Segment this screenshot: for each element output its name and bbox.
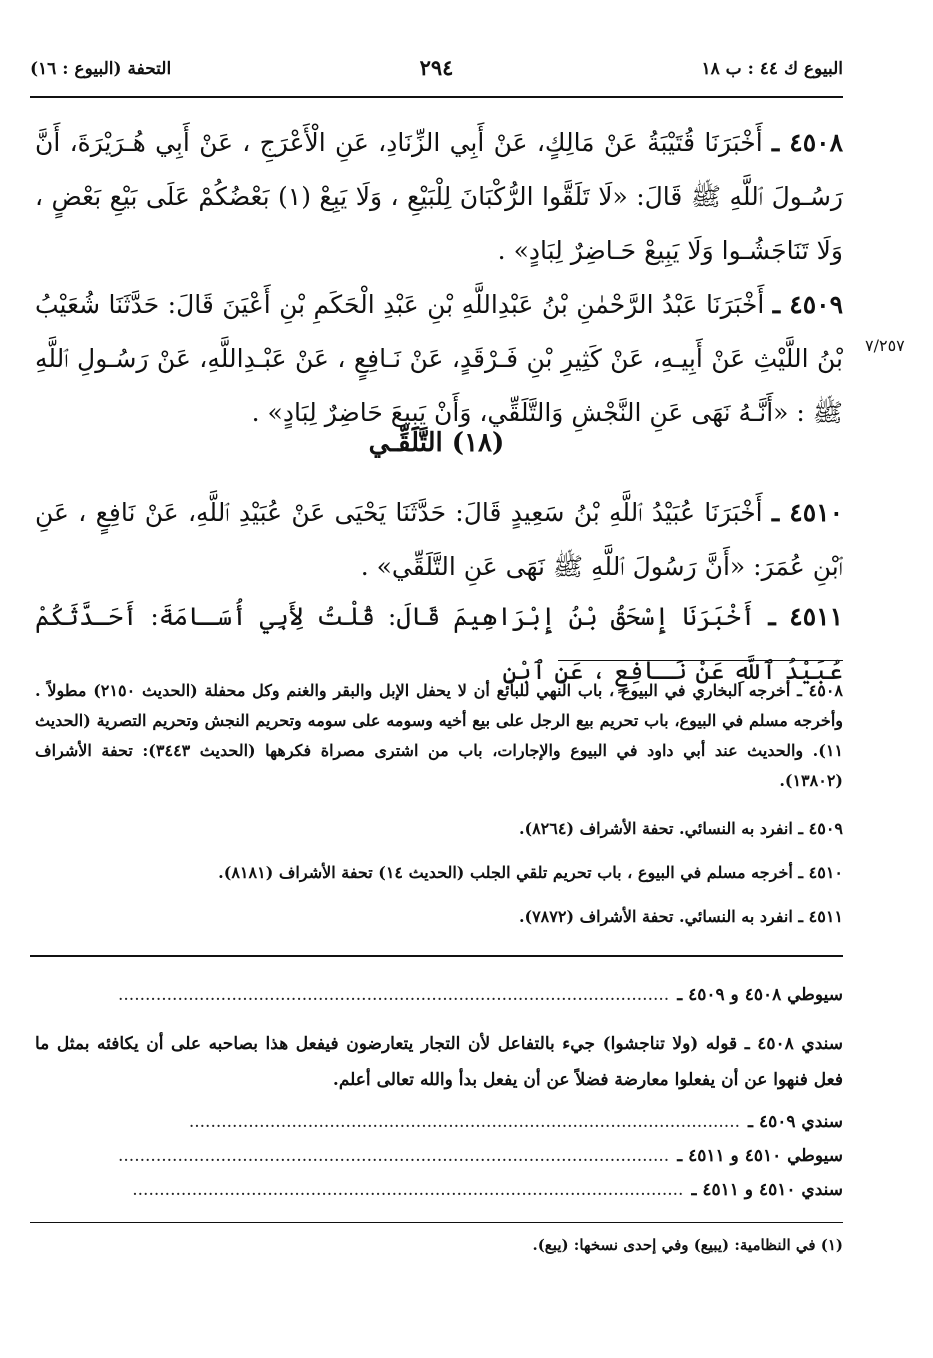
- dot-leader: ......................................................................................................: [118, 1146, 670, 1166]
- hadith-4508: [35, 116, 843, 278]
- variant-footnote: (١) في النظامية: (يبيع) وفي إحدى نسخها: (يبع).: [532, 1236, 843, 1254]
- header-rule: [30, 96, 843, 98]
- takhrij-4510: ٤٥١٠ ـ أخرجه مسلم في البيوع ، باب تحريم تلقي الجلب (الحديث ١٤) تحفة الأشراف (٨١٨١).: [218, 863, 843, 882]
- commentary-label: سيوطي ٤٥٠٨ و ٤٥٠٩ ـ: [677, 985, 843, 1005]
- hadith-4509: [35, 278, 843, 440]
- hadith-number: ٤٥١٠ ـ: [771, 498, 843, 527]
- commentary-suyuti-4508-4509: [35, 985, 843, 1005]
- commentary-suyuti-4510-4511: [35, 1146, 843, 1166]
- hadith-4510: [35, 486, 843, 594]
- commentary-label: سندي ٤٥٠٩ ـ: [748, 1112, 843, 1132]
- chapter-title: (١٨) التَّلَقِّـي: [368, 428, 505, 458]
- page-header: [30, 55, 843, 89]
- hadith-number: ٤٥٠٩ ـ: [772, 290, 843, 319]
- dot-leader: ......................................................................................................: [132, 1180, 684, 1200]
- commentary-label: سندي ٤٥١٠ و ٤٥١١ ـ: [691, 1180, 843, 1200]
- commentary-sindi-4509: [35, 1112, 843, 1132]
- variant-rule: [30, 1222, 843, 1223]
- hadith-text: أَخْبَرَنَا إِسْحَقُ بْنُ إِبْرَاهِيمَ قَالَ: قُلْتُ لِأَبِي أُسَـامَةَ: أَحَـدَّثَكُمْ عُبَيْدُ ٱللَّهِ عَنْ نَـافِعٍ ، عَنِ ٱبْنِ: [35, 602, 843, 685]
- hadith-number: ٤٥١١ ـ: [768, 602, 843, 631]
- hadith-number: ٤٥٠٨ ـ: [771, 128, 843, 157]
- commentary-sindi-4510-4511: [35, 1180, 843, 1200]
- commentary-label: سيوطي ٤٥١٠ و ٤٥١١ ـ: [677, 1146, 843, 1166]
- takhrij-4509: ٤٥٠٩ ـ انفرد به النسائي. تحفة الأشراف (٨٢٦٤).: [518, 819, 843, 838]
- dot-leader: ......................................................................................................: [188, 1112, 741, 1132]
- commentary-rule: [30, 955, 843, 957]
- page-number: ٢٩٤: [419, 55, 454, 80]
- header-chapter-ref: البيوع ك ٤٤ : ب ١٨: [701, 59, 843, 79]
- footnote-rule: [558, 660, 843, 661]
- hadith-text: أَخْبَرَنَا عَبْدُ الرَّحْمٰنِ بْنُ عَبْدِاللَّهِ بْنِ عَبْدِ الْحَكَمِ بْنِ أَعْيَنَ قَالَ: حَدَّثَنَا شُعَيْبُ بْنُ اللَّيْثِ عَنْ أَبِيـهِ، عَنْ كَثِيرِ بْنِ فَـرْقَدٍ، عَنْ نَـافِعٍ ، عَنْ عَبْـدِاللَّهِ، عَنْ رَسُـولِ ٱللَّهِ ﷺ : «أَنَّـهُ نَهَى عَنِ النَّجْشِ وَالتَّلَقِّي، وَأَنْ يَبِيعَ حَاضِرٌ لِبَادٍ» .: [35, 290, 843, 427]
- dot-leader: ......................................................................................................: [118, 985, 670, 1005]
- margin-reference: ٧/٢٥٧: [865, 336, 905, 355]
- takhrij-4511: ٤٥١١ ـ انفرد به النسائي. تحفة الأشراف (٧٨٧٢).: [518, 907, 843, 926]
- commentary-sindi-4508: سندي ٤٥٠٨ ـ قوله (ولا تناجشوا) جيء بالتفاعل لأن التجار يتعارضون فيفعل هذا بصاحبه على أن يكافئه بمثل ما فعل فنهوا عن أن يفعلوا معارضة فضلاً عن أن يفعل بدأ والله تعالى أعلم.: [35, 1034, 843, 1090]
- header-tuhfa-ref: التحفة (البيوع : ١٦): [30, 59, 172, 79]
- takhrij-4508: ٤٥٠٨ ـ أخرجه البخاري في البيوع ، باب النهي للبائع أن لا يحفل الإبل والبقر والغنم وكل محفلة (الحديث ٢١٥٠) مطولاً . وأخرجه مسلم في البيوع، باب تحريم بيع الرجل على بيع أخيه وسومه على سومه وتحريم النجش وتحريم التصرية (الحديث ١١). والحديث عند أبي داود في البيوع والإجارات، باب من اشترى مصراة فكرهها (الحديث ٣٤٤٣): تحفة الأشراف (١٣٨٠٢).: [35, 681, 843, 790]
- hadith-text: أَخْبَرَنَا عُبَيْدُ ٱللَّهِ بْنُ سَعِيدٍ قَالَ: حَدَّثَنَا يَحْيَى عَنْ عُبَيْدِ ٱللَّهِ، عَنْ نَافِعٍ ، عَنِ ٱبْنِ عُمَرَ: «أَنَّ رَسُولَ ٱللَّهِ ﷺ نَهَى عَنِ التَّلَقِّي» .: [35, 498, 843, 581]
- hadith-text: أَخْبَرَنَا قُتَيْبَةُ عَنْ مَالِكٍ، عَنْ أَبِي الزِّنَادِ، عَنِ الْأَعْرَجِ ، عَنْ أَبِي هُـرَيْرَةَ، أَنَّ رَسُـولَ ٱللَّهِ ﷺ قَالَ: «لَا تَلَقَّوا الرُّكْبَانَ لِلْبَيْعِ ، وَلَا يَبِعْ (١) بَعْضُكُمْ عَلَى بَيْعِ بَعْضٍ ، وَلَا تَنَاجَشُـوا وَلَا يَبِيعْ حَـاضِرٌ لِبَادٍ» .: [35, 128, 843, 265]
